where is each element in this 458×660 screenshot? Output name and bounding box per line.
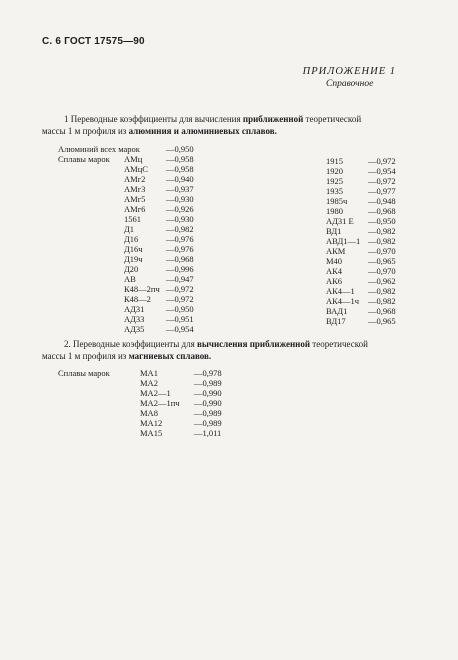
value-cell: —0,982: [368, 226, 396, 236]
value-cell: —0,972: [368, 156, 396, 166]
grade-cell: АВ: [124, 274, 136, 284]
value-cell: —0,948: [368, 196, 396, 206]
value-cell: —0,968: [368, 206, 396, 216]
grade-cell: АК4—1: [326, 286, 355, 296]
section1-line1-end: теоретической: [305, 114, 362, 124]
grade-cell: МА2—1: [140, 388, 171, 398]
section1-line2-bold: алюминия и алюминиевых сплавов.: [128, 126, 277, 136]
value-cell: —0,950: [166, 304, 194, 314]
grade-cell: ВАД1: [326, 306, 348, 316]
value-cell: —0,977: [368, 186, 396, 196]
value-cell: —1,011: [194, 428, 222, 438]
grade-cell: АМц: [124, 154, 143, 164]
grade-cell: 1915: [326, 156, 343, 166]
value-cell: —0,968: [368, 306, 396, 316]
section1-alloy-grades-label: Сплавы марок: [58, 154, 110, 164]
value-cell: —0,982: [368, 296, 396, 306]
value-cell: —0,958: [166, 154, 194, 164]
grade-cell: АМг2: [124, 174, 146, 184]
value-cell: —0,976: [166, 234, 194, 244]
grade-cell: АК6: [326, 276, 343, 286]
value-cell: —0,990: [194, 398, 222, 408]
value-cell: —0,989: [194, 418, 222, 428]
value-cell: —0,970: [368, 246, 396, 256]
grade-cell: К48—2: [124, 294, 151, 304]
grade-cell: АД35: [124, 324, 145, 334]
value-cell: —0,951: [166, 314, 194, 324]
page-header: С. 6 ГОСТ 17575—90: [42, 36, 145, 47]
section2-paragraph: [42, 338, 422, 362]
section2-line1-bold: вычисления приближенной: [197, 339, 311, 349]
grade-cell: ВД17: [326, 316, 346, 326]
value-cell: —0,940: [166, 174, 194, 184]
grade-cell: АД33: [124, 314, 145, 324]
grade-cell: 1985ч: [326, 196, 348, 206]
appendix-subtitle: Справочное: [326, 79, 374, 89]
value-cell: —0,972: [368, 176, 396, 186]
grade-cell: АВД1—1: [326, 236, 361, 246]
grade-cell: 1920: [326, 166, 343, 176]
value-cell: —0,982: [166, 224, 194, 234]
grade-cell: АД31 Е: [326, 216, 354, 226]
section1-line1-text: 1 Переводные коэффициенты для вычисления: [64, 114, 241, 124]
section2-line1: [42, 338, 422, 350]
value-cell: —0,962: [368, 276, 396, 286]
value-cell: —0,950: [166, 144, 194, 154]
grade-cell: К48—2пч: [124, 284, 160, 294]
section2-line2-bold: магниевых сплавов.: [128, 351, 212, 361]
grade-cell: МА1: [140, 368, 158, 378]
value-cell: —0,930: [166, 214, 194, 224]
grade-cell: АМг6: [124, 204, 146, 214]
grade-cell: ВД1: [326, 226, 342, 236]
section2-line1-end: теоретической: [312, 339, 368, 349]
section2-alloy-grades-label: Сплавы марок: [58, 368, 110, 378]
value-cell: —0,989: [194, 408, 222, 418]
value-cell: —0,972: [166, 294, 194, 304]
grade-cell: Д16: [124, 234, 139, 244]
grade-cell: МА8: [140, 408, 158, 418]
section1-paragraph: [42, 113, 422, 137]
grade-cell: Д19ч: [124, 254, 143, 264]
section1-line1: [42, 113, 422, 125]
grade-cell: АКМ: [326, 246, 346, 256]
grade-cell: М40: [326, 256, 343, 266]
grade-cell: МА2: [140, 378, 158, 388]
value-cell: —0,950: [368, 216, 396, 226]
grade-cell: Д20: [124, 264, 139, 274]
section2-line2-text: массы 1 м профиля из: [42, 351, 127, 361]
value-cell: —0,976: [166, 244, 194, 254]
grade-cell: 1561: [124, 214, 141, 224]
value-cell: —0,970: [368, 266, 396, 276]
grade-cell: Д16ч: [124, 244, 143, 254]
value-cell: —0,982: [368, 236, 396, 246]
grade-cell: АМг5: [124, 194, 146, 204]
section1-line1-bold: приближенной: [242, 114, 304, 124]
value-cell: —0,954: [166, 324, 194, 334]
value-cell: —0,930: [166, 194, 194, 204]
grade-cell: 1980: [326, 206, 343, 216]
value-cell: —0,982: [368, 286, 396, 296]
value-cell: —0,947: [166, 274, 194, 284]
section2-line1-text: 2. Переводные коэффициенты для: [64, 339, 195, 349]
value-cell: —0,926: [166, 204, 194, 214]
grade-cell: МА12: [140, 418, 163, 428]
grade-cell: АК4: [326, 266, 343, 276]
grade-cell: АМг3: [124, 184, 146, 194]
section2-line2: [42, 350, 422, 362]
grade-cell: АК4—1ч: [326, 296, 360, 306]
value-cell: —0,978: [194, 368, 222, 378]
value-cell: —0,954: [368, 166, 396, 176]
grade-cell: 1935: [326, 186, 343, 196]
appendix-title: ПРИЛОЖЕНИЕ 1: [302, 66, 396, 77]
value-cell: —0,996: [166, 264, 194, 274]
section1-all-grades-label: Алюминий всех марок: [58, 144, 140, 154]
grade-cell: АМцС: [124, 164, 148, 174]
section1-line2-text: массы 1 м профиля из: [42, 126, 127, 136]
grade-cell: МА2—1пч: [140, 398, 180, 408]
grade-cell: Д1: [124, 224, 135, 234]
value-cell: —0,965: [368, 316, 396, 326]
grade-cell: МА15: [140, 428, 163, 438]
value-cell: —0,937: [166, 184, 194, 194]
value-cell: —0,972: [166, 284, 194, 294]
value-cell: —0,958: [166, 164, 194, 174]
grade-cell: АД31: [124, 304, 145, 314]
value-cell: —0,990: [194, 388, 222, 398]
section1-line2: [42, 125, 422, 137]
value-cell: —0,968: [166, 254, 194, 264]
grade-cell: 1925: [326, 176, 343, 186]
value-cell: —0,989: [194, 378, 222, 388]
value-cell: —0,965: [368, 256, 396, 266]
